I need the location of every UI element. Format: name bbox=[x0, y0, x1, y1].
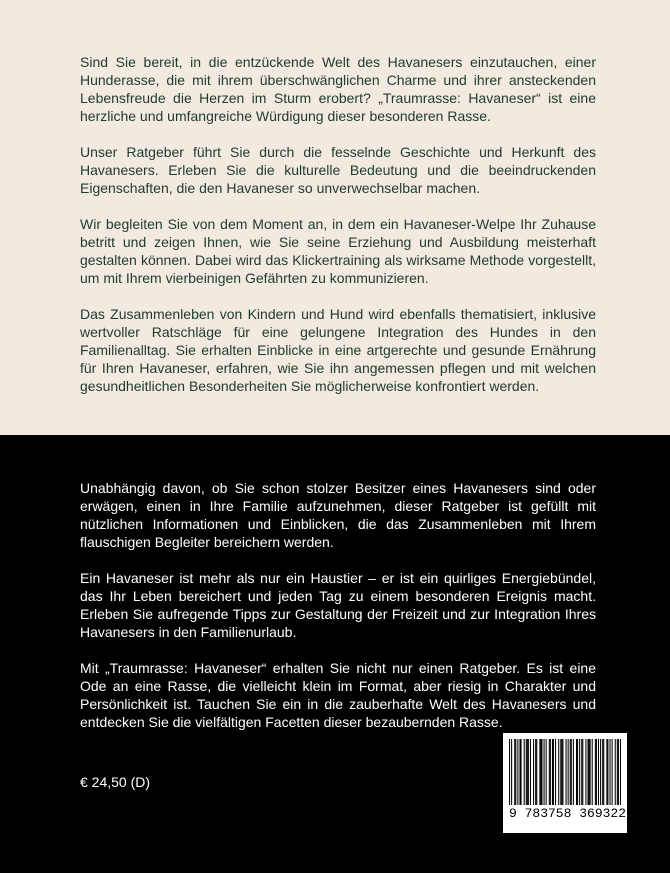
barcode-bar bbox=[566, 739, 567, 805]
barcode-bar bbox=[606, 739, 607, 805]
blurb-paragraph-6: Ein Havaneser ist mehr als nur ein Haustier – er ist ein quirliges Energiebündel, das Ihr Leben bereichert und jeden Tag zu einem besonderen Ereignis macht. Erleben Sie aufregende Tipps zur Gestaltung der Freizeit und zur Integration Ihres Havanesers in den Familienurlaub. bbox=[80, 570, 596, 640]
barcode-bar bbox=[570, 739, 571, 805]
barcode-bar bbox=[526, 739, 527, 805]
barcode-bar bbox=[541, 739, 542, 805]
blurb-paragraph-2: Unser Ratgeber führt Sie durch die fesselnde Geschichte und Herkunft des Havanesers. Erleben Sie die kulturelle Bedeutung und die beeindruckenden Eigenschaften, die den Havaneser so unverwechselbar machen. bbox=[80, 144, 596, 196]
lower-blurb bbox=[80, 479, 596, 749]
back-cover-lower-section bbox=[0, 435, 670, 873]
barcode-bar bbox=[573, 739, 574, 805]
barcode-bar bbox=[562, 739, 563, 805]
barcode-bar bbox=[590, 739, 591, 805]
barcode-bars bbox=[509, 739, 621, 805]
barcode-bar bbox=[612, 739, 613, 805]
barcode-bar bbox=[607, 739, 608, 805]
barcode-bar bbox=[539, 739, 540, 805]
blurb-paragraph-4: Das Zusammenleben von Kindern und Hund wird ebenfalls thematisiert, inklusive wertvoller Ratschläge für eine gelungene Integration des Hundes in den Familienalltag. Sie erhalten Einblicke in eine artgerechte und gesunde Ernährung für Ihren Havaneser, erfahren, wie Sie ihn angemessen pflegen und mit welchen gesundheitlichen Besonderheiten Sie möglicherweise konfrontiert werden. bbox=[80, 306, 596, 394]
barcode-bar bbox=[517, 739, 518, 805]
barcode-bar bbox=[549, 739, 550, 805]
barcode-bar bbox=[550, 739, 551, 805]
barcode-bar bbox=[553, 739, 554, 805]
barcode-bar bbox=[571, 739, 572, 805]
barcode-bar bbox=[618, 739, 619, 805]
barcode-bar bbox=[582, 739, 583, 805]
barcode-bar bbox=[595, 739, 596, 805]
barcode-bar bbox=[555, 739, 556, 805]
back-cover-upper-section bbox=[0, 0, 670, 435]
barcode-bar bbox=[609, 739, 610, 805]
barcode-bar bbox=[533, 739, 534, 805]
barcode-bar bbox=[546, 739, 547, 805]
barcode-bar bbox=[579, 739, 580, 805]
blurb-paragraph-1: Sind Sie bereit, in die entzückende Welt des Havanesers einzutauchen, einer Hunderasse, die mit ihrem überschwänglichen Charme und ihrer ansteckenden Lebensfreude die Herzen im Sturm erobert? „Traumrasse: Havaneser“ ist eine herzliche und umfangreiche Würdigung dieser besonderen Rasse. bbox=[80, 54, 596, 124]
isbn-number: 9 783758 369322 bbox=[509, 806, 627, 821]
blurb-paragraph-3: Wir begleiten Sie von dem Moment an, in dem ein Havaneser-Welpe Ihr Zuhause betritt und zeigen Ihnen, wie Sie seine Erziehung und Ausbildung meisterhaft gestalten können. Dabei wird das Klickertraining als wirksame Methode vorgestellt, um mit Ihrem vierbeinigen Gefährten zu kommunizieren. bbox=[80, 216, 596, 286]
barcode-bar bbox=[524, 739, 525, 805]
blurb-paragraph-7: Mit „Traumrasse: Havaneser“ erhalten Sie nicht nur einen Ratgeber. Es ist eine Ode an eine Rasse, die vielleicht klein im Format, aber riesig in Charakter und Persönlichkeit ist. Tauchen Sie ein in die zauberhafte Welt des Havanesers und entdecken Sie die vielfältigen Facetten dieser bezaubernden Rasse. bbox=[80, 660, 596, 730]
price-label: € 24,50 (D) bbox=[80, 774, 151, 790]
barcode-bar bbox=[588, 739, 589, 805]
barcode-bar bbox=[552, 739, 553, 805]
barcode-bar bbox=[511, 739, 512, 805]
barcode-bar bbox=[528, 739, 529, 805]
barcode-bar bbox=[617, 739, 618, 805]
upper-blurb bbox=[80, 53, 596, 413]
barcode-bar bbox=[568, 739, 569, 805]
barcode-bar bbox=[536, 739, 537, 805]
barcode-bar bbox=[535, 739, 536, 805]
barcode-bar bbox=[589, 739, 590, 805]
barcode-bar bbox=[620, 739, 621, 805]
barcode-bar bbox=[576, 739, 577, 805]
barcode-bar bbox=[540, 739, 541, 805]
barcode-bar bbox=[577, 739, 578, 805]
barcode-bar bbox=[560, 739, 561, 805]
barcode-bar bbox=[530, 739, 531, 805]
barcode-bar bbox=[561, 739, 562, 805]
isbn-barcode bbox=[503, 733, 627, 833]
barcode-bar bbox=[596, 739, 597, 805]
barcode-bar bbox=[515, 739, 516, 805]
blurb-paragraph-5: Unabhängig davon, ob Sie schon stolzer Besitzer eines Havanesers sind oder erwägen, einen in Ihre Familie aufzunehmen, dieser Ratgeber ist gefüllt mit nützlichen Informationen und Einblicken, die das Zusammenleben mit Ihrem flauschigen Begleiter bereichern werden. bbox=[80, 480, 596, 550]
barcode-bar bbox=[514, 739, 515, 805]
barcode-bar bbox=[600, 739, 601, 805]
barcode-bar bbox=[592, 739, 593, 805]
barcode-bar bbox=[602, 739, 603, 805]
barcode-bar bbox=[581, 739, 582, 805]
barcode-bar bbox=[544, 739, 545, 805]
barcode-bar bbox=[603, 739, 604, 805]
barcode-bar bbox=[585, 739, 586, 805]
barcode-bar bbox=[615, 739, 616, 805]
barcode-bar bbox=[519, 739, 520, 805]
barcode-bar bbox=[509, 739, 510, 805]
barcode-bar bbox=[558, 739, 559, 805]
barcode-bar bbox=[598, 739, 599, 805]
barcode-bar bbox=[527, 739, 528, 805]
barcode-bar bbox=[521, 739, 522, 805]
